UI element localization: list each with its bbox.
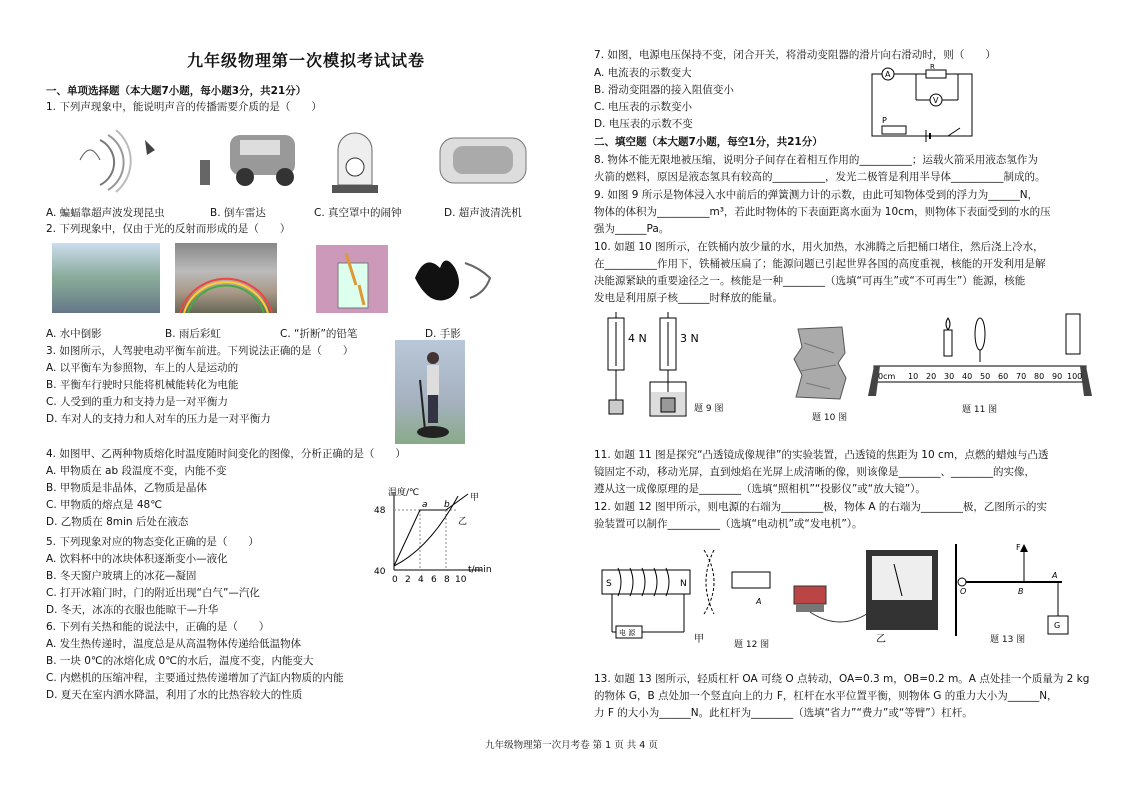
q6-option-d: D. 夏天在室内洒水降温，利用了水的比热容较大的性质 [46,689,303,701]
ruler-tick-40: 40 [962,372,973,381]
fig10-crushed-can [790,323,850,403]
q2-stem: 2. 下列现象中，仅由于光的反射而形成的是（ ） [46,223,291,235]
ruler-tick-0: 0cm [878,372,896,381]
q1-option-b: B. 倒车雷达 [210,207,266,219]
hand-shadow-image [410,248,500,310]
page-footer: 九年级物理第一次月考卷 第 1 页 共 4 页 [485,740,658,751]
q11-line-3: 遵从这一成像原理的是________（选填“照相机”“投影仪”或“放大镜”）。 [594,483,926,495]
q1-stem: 1. 下列声现象中，能说明声音的传播需要介质的是（ ） [46,101,322,113]
graph-label-b: b [444,500,450,510]
ruler-tick-20: 20 [926,372,937,381]
page-title: 九年级物理第一次模拟考试试卷 [186,51,425,70]
weight-g-label: G [1054,621,1061,630]
fig11-caption: 题 11 图 [962,405,998,415]
q4-option-c: C. 甲物质的熔点是 48℃ [46,499,162,511]
ruler-tick-10: 10 [908,372,919,381]
power-label: 电 源 [619,629,636,637]
bat-image [70,120,170,190]
rainbow-image [175,243,277,313]
ruler-tick-50: 50 [980,372,991,381]
q3-option-c: C. 人受到的重力和支持力是一对平衡力 [46,396,229,408]
q6-option-b: B. 一块 0℃的冰熔化成 0℃的水后，温度不变，内能变大 [46,655,314,667]
q5-option-b: B. 冬天窗户玻璃上的冰花—凝固 [46,570,197,582]
q7-option-d: D. 电压表的示数不变 [594,118,693,130]
magnet-n-label: N [680,579,687,589]
fig12-jia-electromagnet [598,542,788,646]
section1-heading: 一、单项选择题（本大题7小题，每小题3分，共21分） [46,85,307,97]
q3-option-d: D. 车对人的支持力和人对车的压力是一对平衡力 [46,413,271,425]
spring2-reading: 3 N [680,332,699,345]
car-image [195,125,305,195]
graph-xtick-6: 6 [431,575,437,585]
q13-line-1: 13. 如题 13 图所示，轻质杠杆 OA 可绕 O 点转动，OA=0.3 m，OB=0.2 m。A 点处挂一个质量为 2 kg [594,673,1090,685]
ruler-tick-70: 70 [1016,372,1027,381]
fig13-lever [950,540,1090,640]
q6-option-c: C. 内燃机的压缩冲程，主要通过热传递增加了汽缸内物质的内能 [46,672,344,684]
point-a-label: A [1052,571,1058,580]
q1-option-a: A. 蝙蝠靠超声波发现昆虫 [46,207,165,219]
graph-xtick-10: 10 [455,575,467,585]
ruler-tick-100: 100 [1067,372,1083,381]
q11-line-1: 11. 如题 11 图是探究“凸透镜成像规律”的实验装置，凸透镜的焦距为 10 cm，点燃的蜡烛与凸透 [594,449,1049,461]
q10-line-3: 决能源紧缺的重要途径之一。核能是一种________（选填“可再生”或“不可再生”）能源，核能 [594,275,1026,287]
graph-xlabel: t/min [468,565,492,575]
slider-label: P [882,116,887,125]
graph-xtick-2: 2 [405,575,411,585]
force-f-label: F [1016,543,1021,552]
fig11-optical-bench [870,310,1090,405]
fig10-caption: 题 10 图 [812,413,848,423]
q1-option-c: C. 真空罩中的闹钟 [314,207,402,219]
q9-line-2: 物体的体积为__________m³，若此时物体的下表面距离水面为 10cm，则物体下表面受到的水的压 [594,206,1051,218]
bell-jar-image [330,125,380,195]
q6-stem: 6. 下列有关热和能的说法中，正确的是（ ） [46,621,270,633]
q8-line-2: 火箭的燃料，原因是液态氢具有较高的__________，发光二极管是利用半导体__________制成的。 [594,171,1046,183]
pivot-o-label: O [960,587,967,596]
ammeter-label: A [885,70,891,79]
q5-option-a: A. 饮料杯中的冰块体积逐渐变小—液化 [46,553,228,565]
graph-xtick-0: 0 [392,575,398,585]
q1-option-d: D. 超声波清洗机 [444,207,522,219]
fig9-spring-scales [598,312,708,420]
graph-ytick-48: 48 [374,506,386,516]
q7-option-c: C. 电压表的示数变小 [594,101,693,113]
q13-line-2: 的物体 G，B 点处加一个竖直向上的力 F，杠杆在水平位置平衡，则物体 G 的重力大小为______N， [594,690,1058,702]
fig9-caption: 题 9 图 [694,404,724,414]
q5-option-d: D. 冬天，冰冻的衣服也能晾干—升华 [46,604,219,616]
q10-line-2: 在__________作用下，铁桶被压扁了；能源问题已引起世界各国的高度重视，核能的开发利用是解 [594,258,1046,270]
graph-xtick-4: 4 [418,575,424,585]
q3-option-b: B. 平衡车行驶时只能将机械能转化为电能 [46,379,239,391]
ruler-tick-30: 30 [944,372,955,381]
q13-line-3: 力 F 的大小为______N。此杠杆为________（选填“省力”“费力”或“等臂”）杠杆。 [594,707,973,719]
q9-line-3: 强为______Pa。 [594,223,670,235]
q7-option-b: B. 滑动变阻器的接入阻值变小 [594,84,734,96]
melting-graph [370,488,510,586]
q4-option-d: D. 乙物质在 8min 后处在液态 [46,516,189,528]
object-a-label: A [756,597,762,606]
q4-stem: 4. 如图甲、乙两种物质熔化时温度随时间变化的图像，分析正确的是（ ） [46,448,406,460]
q9-line-1: 9. 如图 9 所示是物体浸入水中前后的弹簧测力计的示数，由此可知物体受到的浮力为______N， [594,189,1039,201]
q7-circuit-diagram [868,63,978,140]
magnet-s-label: S [606,579,612,589]
graph-label-jia: 甲 [470,493,480,503]
q4-option-b: B. 甲物质是非晶体，乙物质是晶体 [46,482,207,494]
q4-option-a: A. 甲物质在 ab 段温度不变，内能不变 [46,465,227,477]
q3-stem: 3. 如图所示，人驾驶电动平衡车前进。下列说法正确的是（ ） [46,345,354,357]
graph-ytick-40: 40 [374,567,386,577]
pencil-in-water-image [316,245,388,313]
q2-option-d: D. 手影 [425,328,461,340]
q12-line-1: 12. 如题 12 图甲所示，则电源的右端为________极，物体 A 的右端为________极，乙图所示的实 [594,501,1047,513]
q2-option-b: B. 雨后彩虹 [165,328,221,340]
q2-option-a: A. 水中倒影 [46,328,102,340]
fig12-caption: 题 12 图 [734,640,770,650]
balance-scooter-image [395,340,465,444]
resistor-label: R [930,63,935,71]
voltmeter-label: V [933,96,939,105]
q12-line-2: 验装置可以制作__________（选填“电动机”或“发电机”）。 [594,518,863,530]
q10-line-1: 10. 如题 10 图所示，在铁桶内放少量的水，用火加热，水沸腾之后把桶口堵住，然后浇上冷水， [594,241,1044,253]
q10-line-4: 发电是利用原子核______时释放的能量。 [594,292,783,304]
q11-line-2: 镜固定不动，移动光屏，直到烛焰在光屏上成清晰的像，则该像是________、________的实像， [594,466,1035,478]
graph-label-yi: 乙 [458,517,468,527]
fig12-yi-apparatus [790,546,940,645]
q5-stem: 5. 下列现象对应的物态变化正确的是（ ） [46,536,259,548]
ruler-tick-60: 60 [998,372,1009,381]
q5-option-c: C. 打开冰箱门时，门的附近出现“白气”—汽化 [46,587,260,599]
reflection-image [52,243,160,313]
section2-heading: 二、填空题（本大题7小题，每空1分，共21分） [594,136,823,148]
fig13-caption: 题 13 图 [990,635,1026,645]
ruler-tick-80: 80 [1034,372,1045,381]
graph-ylabel: 温度/℃ [388,488,420,498]
fig12-jia-label: 甲 [694,634,704,645]
q2-option-c: C. “折断”的铅笔 [280,328,358,340]
q7-stem: 7. 如图，电源电压保持不变，闭合开关，将滑动变阻器的滑片向右滑动时，则（ ） [594,49,996,61]
fig12-yi-label: 乙 [876,634,886,645]
graph-label-a: a [422,500,428,510]
q6-option-a: A. 发生热传递时，温度总是从高温物体传递给低温物体 [46,638,302,650]
ruler-tick-90: 90 [1052,372,1063,381]
ultrasonic-cleaner-image [438,128,528,188]
q3-option-a: A. 以平衡车为参照物，车上的人是运动的 [46,362,239,374]
graph-xtick-8: 8 [444,575,450,585]
point-b-label: B [1018,587,1024,596]
spring1-reading: 4 N [628,332,647,345]
q7-option-a: A. 电流表的示数变大 [594,67,692,79]
q8-line-1: 8. 物体不能无限地被压缩，说明分子间存在着相互作用的__________；运载火箭采用液态氢作为 [594,154,1038,166]
